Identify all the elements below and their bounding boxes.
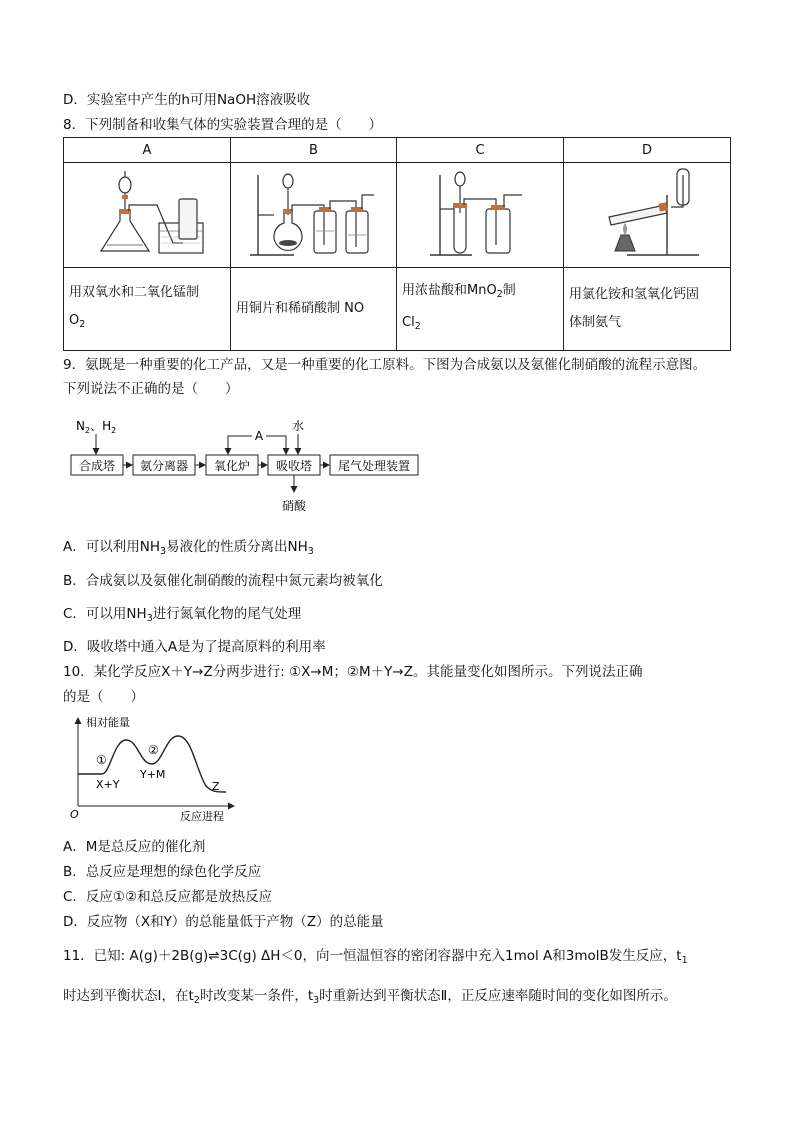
q9-option-a: A．可以利用$NH_3$易液化的性质分离出$NH_3$ — [63, 539, 314, 557]
q8-apparatus-d — [564, 163, 731, 268]
q8-caption-b: 用铜片和稀硝酸制 NO — [231, 268, 397, 351]
box3-label: 氧化炉 — [213, 459, 251, 473]
q8-apparatus-b — [231, 163, 397, 268]
q9-option-d: D．吸收塔中通入A是为了提高原料的利用率 — [63, 639, 326, 655]
y-axis-label: 相对能量 — [86, 716, 130, 729]
state-z-label: Z — [212, 780, 220, 793]
box5-label: 尾气处理装置 — [337, 459, 411, 473]
q8-caption-c: 用浓盐酸和MnO$_2$制 $Cl_2$ — [397, 268, 564, 351]
heated-tube-icon — [587, 165, 707, 261]
q8-header-b: B — [231, 138, 397, 163]
box4-label: 吸收塔 — [275, 459, 313, 473]
q8-stem: 8．下列制备和收集气体的实验装置合理的是（ ） — [63, 117, 383, 133]
feed-label: $N_2$、$H_2$ — [76, 419, 117, 435]
water-label: 水 — [291, 419, 305, 433]
loop-a-label: A — [254, 429, 264, 443]
q9-stem-line2: 下列说法不正确的是（ ） — [63, 381, 239, 397]
q8-apparatus-table — [63, 137, 731, 351]
q9-option-b: B．合成氨以及氨催化制硝酸的流程中氮元素均被氧化 — [63, 573, 383, 589]
q11-line2: 时达到平衡状态Ⅰ，在$t_2$时改变某一条件，$t_3$时重新达到平衡状态Ⅱ，正反应速率随时间的变化如图所示。 — [63, 988, 677, 1006]
q8-header-d: D — [564, 138, 731, 163]
q10-stem-line1: 10．某化学反应X＋Y→Z分两步进行: ①X→M；②M＋Y→Z。其能量变化如图所示。下列说法正确 — [63, 664, 643, 680]
step1-label: ① — [96, 753, 107, 767]
state-ym-label: Y+M — [140, 768, 166, 781]
round-flask-two-bottles-icon — [244, 165, 384, 261]
nitric-acid-label: 硝酸 — [281, 499, 307, 513]
flask-and-trough-icon — [87, 165, 207, 261]
q8-header-a: A — [64, 138, 231, 163]
q9-stem-line1: 9．氨既是一种重要的化工产品，又是一种重要的化工原料。下图为合成氨以及氨催化制硝酸的流程示意图。 — [63, 357, 707, 373]
q8-caption-d: 用氯化铵和氢氧化钙固 体制氨气 — [564, 268, 731, 351]
q11-line1: 11．已知: A(g)＋2B(g)⇌3C(g) ΔH＜0，向一恒温恒容的密闭容器中充入1mol A和3molB发生反应，$t_1$ — [63, 948, 688, 966]
q7-option-d: D．实验室中产生的h可用NaOH溶液吸收 — [63, 92, 311, 108]
q9-option-c: C．可以用$NH_3$进行氮氧化物的尾气处理 — [63, 606, 302, 624]
tube-and-bottle-icon — [420, 165, 540, 261]
q8-caption-a: 用双氧水和二氧化锰制 $O_2$ — [64, 268, 231, 351]
state-xy-label: X+Y — [96, 778, 120, 791]
q8-apparatus-a — [64, 163, 231, 268]
step2-label: ② — [148, 743, 159, 757]
q8-header-c: C — [397, 138, 564, 163]
q10-option-c: C．反应①②和总反应都是放热反应 — [63, 889, 273, 905]
q9-flow-diagram — [60, 412, 440, 524]
q10-energy-diagram — [66, 712, 246, 826]
box1-label: 合成塔 — [78, 459, 116, 473]
q10-stem-line2: 的是（ ） — [63, 689, 144, 705]
q10-option-a: A．M是总反应的催化剂 — [63, 839, 206, 855]
q10-option-b: B．总反应是理想的绿色化学反应 — [63, 864, 262, 880]
q10-option-d: D．反应物（X和Y）的总能量低于产物（Z）的总能量 — [63, 914, 384, 930]
x-axis-label: 反应进程 — [180, 810, 224, 823]
q8-apparatus-c — [397, 163, 564, 268]
origin-label: O — [70, 808, 79, 821]
box2-label: 氨分离器 — [139, 459, 189, 473]
